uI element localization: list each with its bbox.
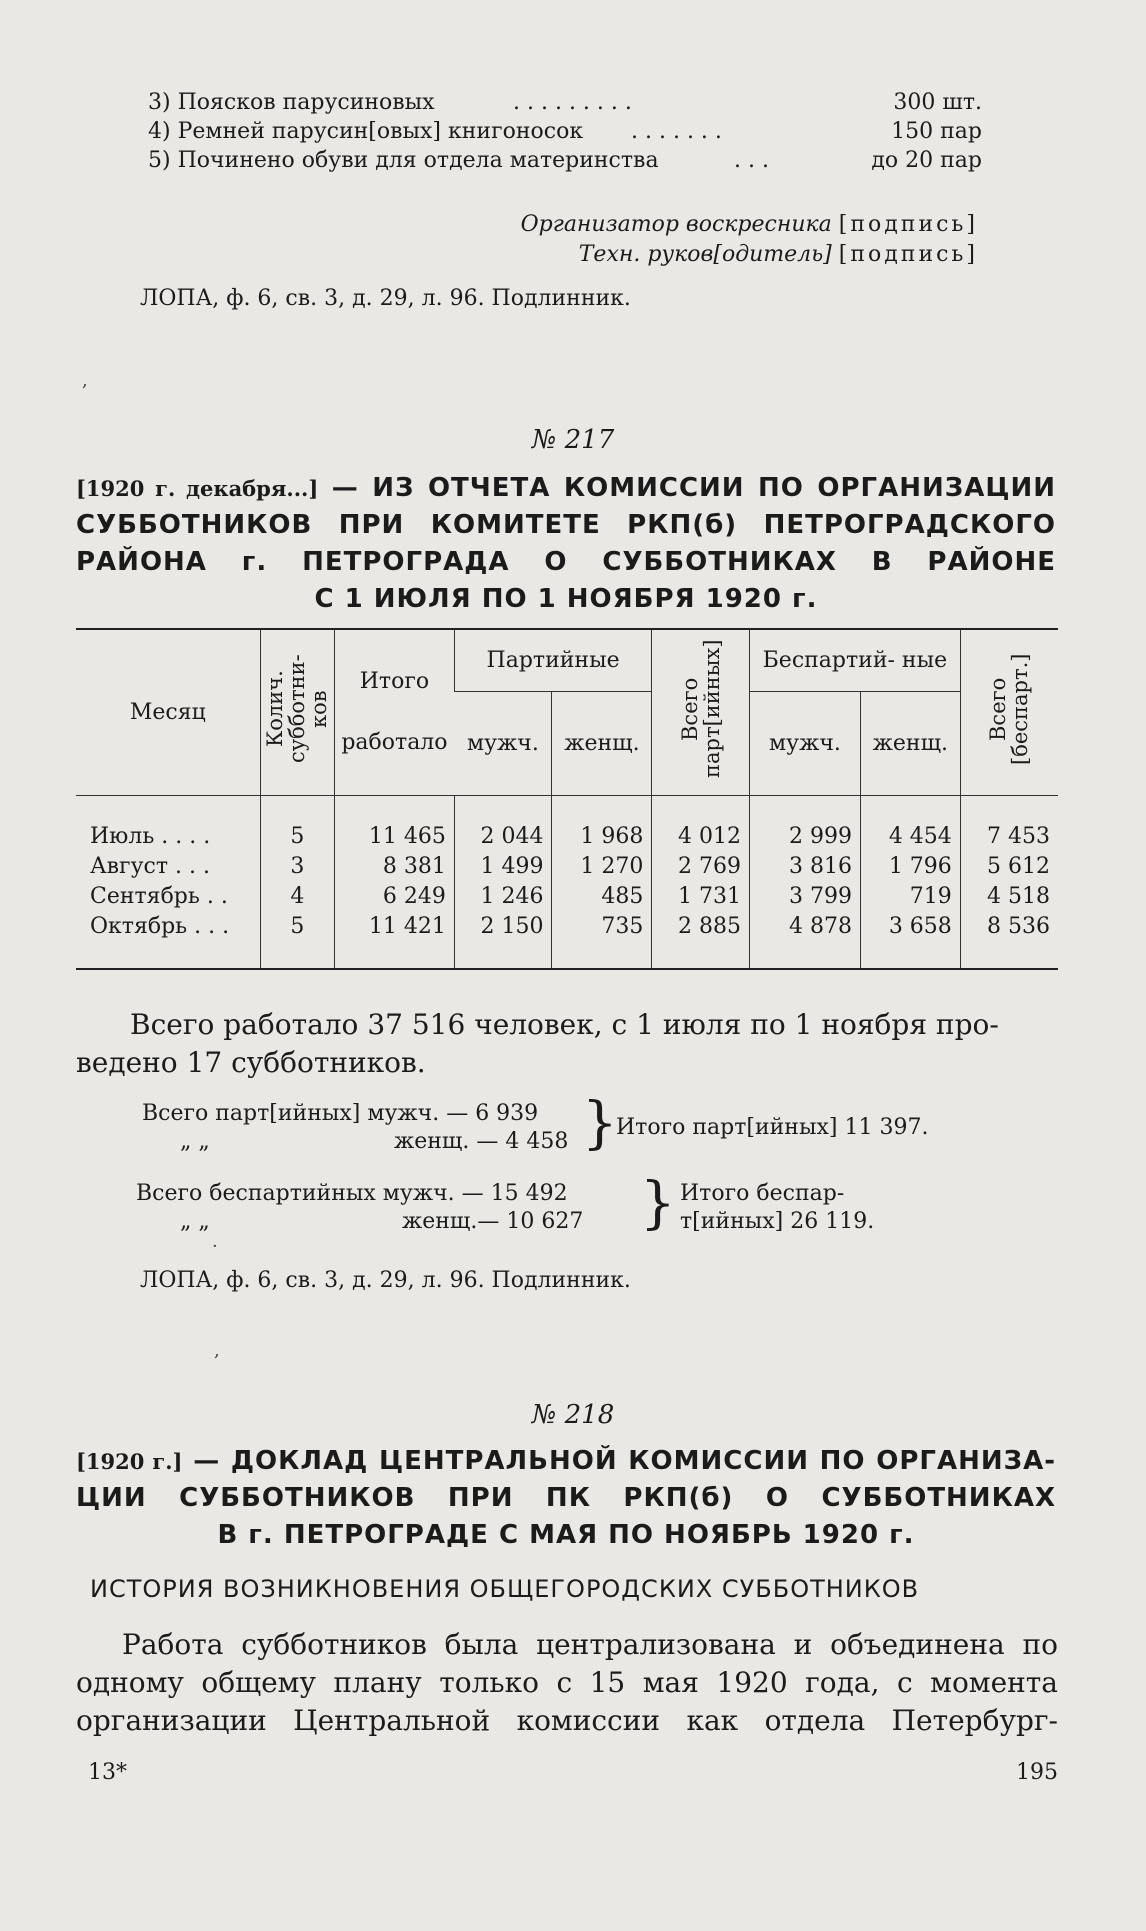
cell-party-total: 1 731 [652,882,750,912]
cell-month: Октябрь . . . [76,912,260,969]
cell-nonparty-total: 5 612 [960,852,1058,882]
cell-party-total: 4 012 [652,795,750,852]
cell-nonparty-male: 4 878 [749,912,860,969]
cell-nonparty-female: 719 [860,882,960,912]
speck-mark: , [214,1340,220,1361]
col-header-party: Партийные [454,629,652,691]
list-item-dots: . . . . . . . . . [513,90,632,115]
cell-month: Август . . . [90,854,210,879]
signature-organizer [521,210,978,239]
page-number: 195 [1016,1760,1058,1785]
party-grand-total: Итого парт[ийных] 11 397. [616,1115,929,1140]
document-number: № 218 [531,1400,615,1430]
speck-mark: · [212,1236,218,1257]
list-item-label: 3) Поясков парусиновых [148,90,435,115]
party-male-total: Всего парт[ийных] мужч. — 6 939 [142,1101,539,1126]
col-header-nonparty-male: мужч. [749,691,860,795]
cell-nonparty-female: 4 454 [860,795,960,852]
cell-nonparty-female: 3 658 [860,912,960,969]
signature-role: Организатор воскресника [520,212,832,237]
cell-month: Июль . . . . [90,824,211,849]
list-item-dots: . . . [734,148,769,173]
signature-mark: [подпись] [838,242,978,267]
cell-total: 8 381 [335,852,455,882]
summary-text-line: ведено 17 субботников. [76,1046,426,1079]
signature-role: Техн. руков[одитель] [578,242,832,267]
ditto-mark: „ „ [180,1209,210,1234]
cell-nonparty-female: 1 796 [860,852,960,882]
cell-total: 11 421 [335,912,455,969]
paragraph-line: Работа субботников была централизована и объединена по [122,1628,1058,1661]
heading-line: СУББОТНИКОВ ПРИ КОМИТЕТЕ РКП(б) ПЕТРОГРАДСКОГО [76,510,1056,540]
col-header-party-male: мужч. [454,691,552,795]
cell-nonparty-total: 8 536 [960,912,1058,969]
list-item-value: 300 шт. [893,90,982,115]
list-item-value: 150 пар [891,119,982,144]
table-row [76,852,1058,882]
section-subheading: ИСТОРИЯ ВОЗНИКНОВЕНИЯ ОБЩЕГОРОДСКИХ СУББОТНИКОВ [90,1575,920,1603]
speck-mark: , [82,370,88,391]
list-item-dots: . . . . . . . [631,119,722,144]
col-header-party-total: Всего парт[ийных] [652,629,750,795]
statistics-table [76,628,1058,970]
archive-source: ЛОПА, ф. 6, св. 3, д. 29, л. 96. Подлинник. [140,1268,631,1293]
nonparty-grand-total-line: т[ийных] 26 119. [680,1209,875,1234]
signature-tech-lead [579,240,978,269]
nonparty-male-total: Всего беспартийных мужч. — 15 492 [136,1181,568,1206]
col-header-nonparty-female: женщ. [860,691,960,795]
signature-mark: [подпись] [838,212,978,237]
heading-line: В г. ПЕТРОГРАДЕ С МАЯ ПО НОЯБРЬ 1920 г. [217,1520,915,1550]
col-header-nonparty: Беспартий- ные [749,629,960,691]
cell-count: 4 [260,882,334,912]
cell-nonparty-male: 3 799 [749,882,860,912]
col-header-count: Колич. субботни- ков [260,629,334,795]
heading-line: РАЙОНА г. ПЕТРОГРАДА О СУББОТНИКАХ В РАЙОНЕ [76,547,1056,577]
heading-line: ЦИИ СУББОТНИКОВ ПРИ ПК РКП(б) О СУББОТНИКАХ [76,1483,1056,1513]
ditto-mark: „ „ [180,1129,210,1154]
nonparty-female-total: женщ.— 10 627 [402,1209,584,1234]
archive-source: ЛОПА, ф. 6, св. 3, д. 29, л. 96. Подлинник. [140,286,631,311]
heading-line: [1920 г.] — ДОКЛАД ЦЕНТРАЛЬНОЙ КОМИССИИ ПО ОРГАНИЗА- [76,1446,1056,1476]
heading-line: С 1 ИЮЛЯ ПО 1 НОЯБРЯ 1920 г. [314,584,818,614]
cell-nonparty-total: 4 518 [960,882,1058,912]
cell-nonparty-total: 7 453 [960,795,1058,852]
cell-count: 3 [260,852,334,882]
party-female-total: женщ. — 4 458 [394,1129,569,1154]
document-number: № 217 [531,425,615,455]
col-header-total: Итого работало [335,629,455,795]
cell-party-female: 485 [552,882,652,912]
cell-total: 6 249 [335,882,455,912]
cell-party-male: 2 044 [454,795,552,852]
cell-party-female: 1 270 [552,852,652,882]
cell-party-female: 1 968 [552,795,652,852]
cell-party-male: 2 150 [454,912,552,969]
cell-count: 5 [260,795,334,852]
col-header-party-female: женщ. [552,691,652,795]
col-header-nonparty-total: Всего [беспарт.] [960,629,1058,795]
cell-nonparty-male: 3 816 [749,852,860,882]
table-row [76,795,1058,852]
printer-signature-mark: 13* [88,1760,127,1785]
brace-icon: } [582,1091,618,1156]
table-row [76,882,1058,912]
cell-count: 5 [260,912,334,969]
document-date: [1920 г. декабря...] [76,476,319,501]
table-row [76,912,1058,969]
cell-party-male: 1 246 [454,882,552,912]
nonparty-grand-total-line: Итого беспар- [680,1181,845,1206]
col-header-month: Месяц [76,629,260,795]
cell-nonparty-male: 2 999 [749,795,860,852]
cell-party-total: 2 769 [652,852,750,882]
list-item-label: 5) Починено обуви для отдела материнства [148,148,659,173]
cell-party-female: 735 [552,912,652,969]
paragraph-line: организации Центральной комиссии как отдела Петербург- [76,1704,1058,1737]
cell-party-total: 2 885 [652,912,750,969]
heading-line: [1920 г. декабря...] — ИЗ ОТЧЕТА КОМИССИИ ПО ОРГАНИЗАЦИИ [76,473,1056,503]
brace-icon: } [640,1171,676,1236]
list-item-label: 4) Ремней парусин[овых] книгоносок [148,119,584,144]
document-date: [1920 г.] [76,1449,183,1474]
cell-total: 11 465 [335,795,455,852]
summary-text-line: Всего работало 37 516 человек, с 1 июля по 1 ноября про- [130,1008,999,1041]
cell-party-male: 1 499 [454,852,552,882]
list-item-value: до 20 пар [871,148,982,173]
paragraph-line: одному общему плану только с 15 мая 1920 года, с момента [76,1666,1058,1699]
cell-month: Сентябрь . . [90,884,228,909]
